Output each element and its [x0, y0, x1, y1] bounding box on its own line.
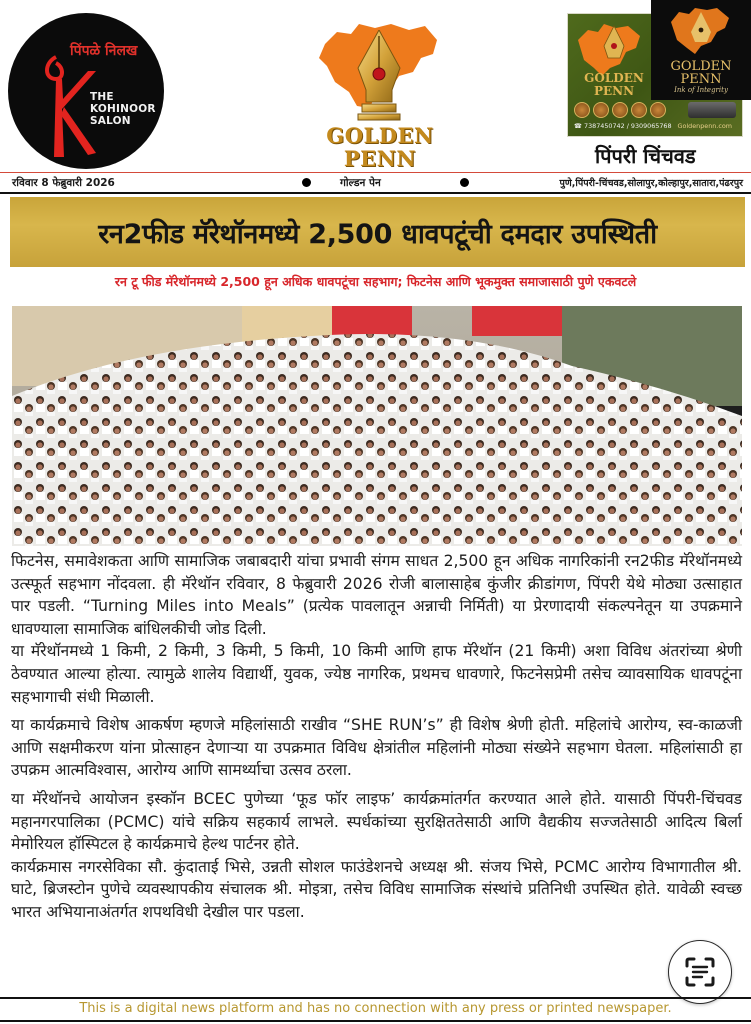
- salon-name-line2: KOHINOOR: [90, 103, 156, 115]
- brand-line1: GOLDEN: [326, 123, 434, 148]
- crowd-photo-image: [12, 306, 742, 546]
- article-paragraph: या मॅरेथॉनमध्ये 1 किमी, 2 किमी, 3 किमी, 5 किमी, 10 किमी आणि हाफ मॅरेथॉन (21 किमी) अशा विविध अंतरांच्या श्रेणी ठेवण्यात आल्या होत्या. त्यामुळे शालेय विद्यार्थी, युवक, ज्येष्ठ नागरिक, प्रथमच धावणारे, फिटनेसप्रेमी तसेच व्यावसायिक धावपटूंना सहभागाची संधी मिळाली.: [11, 642, 742, 706]
- camera-icon: [688, 102, 736, 118]
- headline-banner: [10, 197, 745, 267]
- text-scan-icon: [683, 955, 717, 989]
- salon-name: [90, 91, 156, 127]
- microphone-icon: [574, 102, 590, 118]
- dateline-bar: [0, 174, 751, 192]
- pen-nib-icon: [350, 30, 408, 126]
- kohinoor-salon-logo[interactable]: [8, 13, 164, 169]
- footer-disclaimer: This is a digital news platform and has no connection with any press or printed newspaper.: [79, 1001, 672, 1016]
- footer-divider: [0, 997, 751, 999]
- bullet-icon: [302, 178, 311, 187]
- corner-brand-line2: PENN: [680, 72, 722, 87]
- ad-brand-line2: PENN: [593, 84, 635, 98]
- divider-red: [0, 172, 751, 173]
- video-icon: [631, 102, 647, 118]
- divider-black: [0, 192, 751, 194]
- edition-city: पिंपरी चिंचवड: [595, 144, 696, 168]
- ad-contact: [574, 122, 732, 130]
- article-photo[interactable]: [12, 306, 742, 546]
- corner-brand: [651, 60, 751, 86]
- article-paragraph: कार्यक्रमास नगरसेविका सौ. कुंदाताई भिसे, उन्नती सोशल फाउंडेशनचे अध्यक्ष श्री. संजय भिसे, PCMC आरोग्य विभागातील श्री. घाटे, ब्रिजस्टोन पुणेचे व्यवस्थापकीय संचालक श्री. मोइत्रा, तसेच विविध सामाजिक संस्थांचे प्रतिनिधी उपस्थित होते. यावेळी स्वच्छ भारत अभियानाअंतर्गत शपथविधी देखील पार पडला.: [11, 857, 742, 921]
- issue-date: रविवार 8 फेब्रुवारी 2026: [12, 177, 115, 189]
- bullet-icon: [460, 178, 469, 187]
- ad-website[interactable]: Goldenpenn.com: [677, 122, 732, 130]
- salon-location-text: पिंपळे निलख: [70, 43, 138, 59]
- masthead: [0, 0, 751, 172]
- footer-divider-bottom: [0, 1020, 751, 1022]
- article-subheadline: रन टू फीड मॅरेथॉनमध्ये 2,500 हून अधिक धावपटूंचा सहभाग; फिटनेस आणि भूकमुक्त समाजासाठी पुणे एकवटले: [114, 274, 637, 289]
- coverage-cities: पुणे,पिंपरी-चिंचवड,सोलापुर,कोल्हापुर,सातारा,पंढरपुर: [559, 178, 743, 189]
- article-paragraph: या कार्यक्रमाचे विशेष आकर्षण म्हणजे महिलांसाठी राखीव “SHE RUN’s” ही विशेष श्रेणी होती. महिलांचे आरोग्य, स्व-काळजी आणि सक्षमीकरण यांना प्रोत्साहन देणाऱ्या या उपक्रमात विविध क्षेत्रांतील महिलांनी मोठ्या संख्येने सहभाग घेतला. महिलांसाठी हा उपक्रम आत्मविश्वास, आरोग्य आणि सामर्थ्याचा उत्सव ठरला.: [11, 716, 742, 780]
- ad-brand: [574, 72, 654, 98]
- social-media-icon: [650, 102, 666, 118]
- ad-phone: 7387450742 / 9309065768: [584, 122, 672, 130]
- salon-name-line3: SALON: [90, 115, 131, 127]
- corner-map-icon: [667, 4, 733, 56]
- scan-text-button[interactable]: [668, 940, 732, 1004]
- article-paragraph: फिटनेस, समावेशकता आणि सामाजिक जबाबदारी यांचा प्रभावी संगम साधत 2,500 हून अधिक नागरिकांनी रन2फीड मॅरेथॉनमध्ये उत्स्फूर्त सहभाग नोंदवला. ही मॅरेथॉन रविवार, 8 फेब्रुवारी 2026 रोजी बालासाहेब कुंजीर क्रीडांगण, पिंपरी येथे मोठ्या उत्साहात पार पडली. “Turning Miles into Meals” (प्रत्येक पावलातून अन्नाची निर्मिती) या प्रेरणादायी संकल्पनेतून या उपक्रमाने धावण्याला सामाजिक बांधिलकीची जोड दिली.: [11, 552, 742, 638]
- brand-line2: PENN: [343, 146, 417, 171]
- golden-penn-corner-logo: [651, 0, 751, 100]
- megaphone-icon: [593, 102, 609, 118]
- golden-penn-wordmark: [305, 124, 455, 170]
- article-paragraph: या मॅरेथॉनचे आयोजन इस्कॉन BCEC पुणेच्या ‘फूड फॉर लाइफ’ कार्यक्रमांतर्गत करण्यात आले होते. यासाठी पिंपरी-चिंचवड महानगरपालिका (PCMC) यांचे सक्रिय सहकार्य लाभले. स्पर्धकांच्या सुरक्षिततेसाठी आणि वैद्यकीय सज्जतेसाठी आदित्य बिर्ला मेमोरियल हॉस्पिटल हे कार्यक्रमाचे हेल्थ पार्टनर होते.: [11, 789, 742, 854]
- article-body: [11, 550, 742, 924]
- corner-brand-line1: GOLDEN: [670, 59, 732, 74]
- corner-tagline: Ink of Integrity: [674, 86, 728, 94]
- ad-brand-line1: GOLDEN: [584, 71, 644, 85]
- newspaper-icon: [612, 102, 628, 118]
- golden-penn-logo[interactable]: [305, 6, 455, 174]
- paper-name: गोल्डन पेन: [340, 177, 381, 189]
- ad-media-icons: [574, 102, 666, 118]
- salon-name-line1: THE: [90, 91, 114, 103]
- article-headline: रन2फीड मॅरेथॉनमध्ये 2,500 धावपटूंची दमदार उपस्थिती: [98, 218, 657, 250]
- phone-icon: ☎: [574, 122, 584, 130]
